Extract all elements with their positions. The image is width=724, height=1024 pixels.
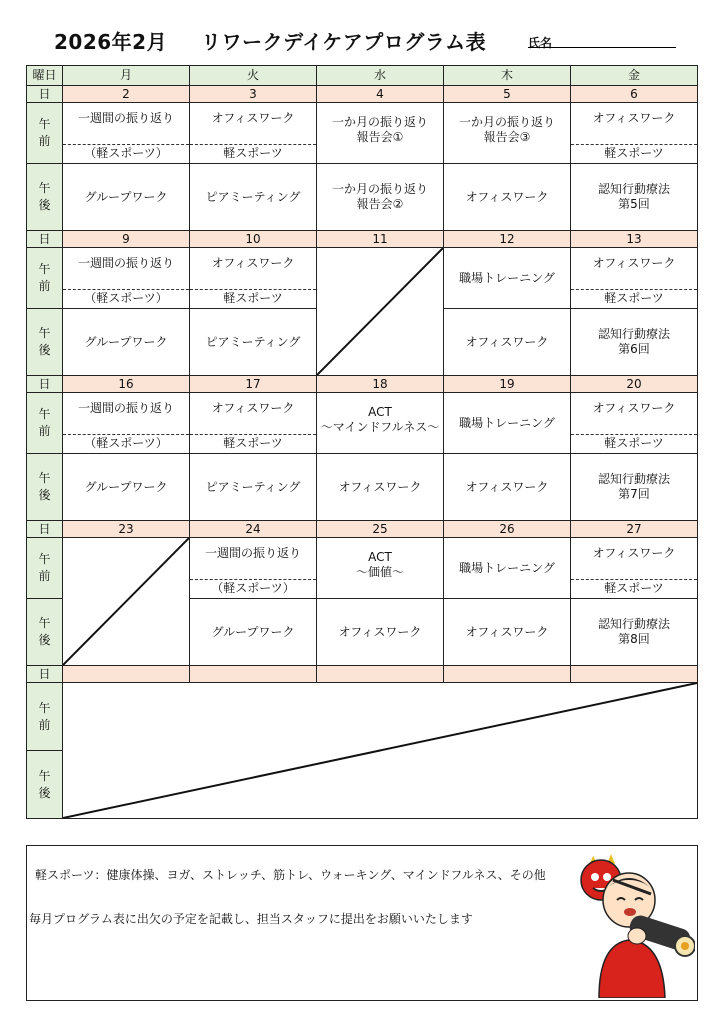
am-label <box>27 103 63 164</box>
weekday-header <box>27 66 698 86</box>
pm-program-cell[interactable] <box>571 599 698 666</box>
weekday-cell: 木 <box>444 66 571 86</box>
light-sports-label: 軽スポーツ <box>190 144 316 161</box>
light-sports-label: （軽スポーツ） <box>63 289 189 306</box>
date-cell: 5 <box>444 86 571 103</box>
light-sports-label: 軽スポーツ <box>571 289 697 306</box>
am-label-text: 午前 <box>38 552 51 583</box>
am-program-cell[interactable] <box>444 248 571 309</box>
am-program-cell[interactable] <box>63 103 190 164</box>
am-slot <box>190 250 316 306</box>
am-row <box>27 683 698 751</box>
light-sports-label: 軽スポーツ <box>190 434 316 451</box>
date-row <box>27 376 698 393</box>
pm-label-text: 午後 <box>38 616 51 647</box>
light-sports-label: （軽スポーツ） <box>63 434 189 451</box>
date-label: 日 <box>27 666 63 683</box>
program-name: オフィスワーク <box>338 624 422 639</box>
program-name: ACT <box>368 550 392 564</box>
date-cell: 10 <box>190 231 317 248</box>
program-name: ピアミーティング <box>205 479 301 494</box>
date-cell: 9 <box>63 231 190 248</box>
program-name: オフィスワーク <box>211 111 295 125</box>
program-name: オフィスワーク <box>211 256 295 270</box>
page-title <box>54 26 486 55</box>
program-name: ACT <box>368 405 392 419</box>
program-name: 一週間の振り返り <box>204 546 301 560</box>
pm-program-cell[interactable] <box>63 164 190 231</box>
date-cell: 2 <box>63 86 190 103</box>
light-sports-label: 軽スポーツ <box>571 144 697 161</box>
am-label <box>27 393 63 454</box>
am-slot <box>190 105 316 161</box>
program-name: オフィスワーク <box>211 401 295 415</box>
date-row <box>27 666 698 683</box>
light-sports-label: 軽スポーツ <box>571 579 697 596</box>
program-subtitle: 第6回 <box>618 342 650 356</box>
date-cell: 27 <box>571 521 698 538</box>
submit-note: 毎月プログラム表に出欠の予定を記載し、担当スタッフに提出をお願いいたします <box>29 912 473 926</box>
date-label: 日 <box>27 86 63 103</box>
program-name: 職場トレーニング <box>459 270 555 285</box>
pm-program-cell[interactable] <box>571 164 698 231</box>
pm-program-cell[interactable] <box>190 164 317 231</box>
program-name: グループワーク <box>211 624 295 639</box>
program-subtitle: 報告会② <box>356 197 404 211</box>
am-program-cell[interactable] <box>63 393 190 454</box>
no-program-cell <box>63 538 190 666</box>
am-program-cell[interactable] <box>571 248 698 309</box>
pm-program-cell[interactable] <box>63 454 190 521</box>
title-month: 2026年2月 <box>54 30 168 54</box>
date-cell: 11 <box>317 231 444 248</box>
date-cell: 6 <box>571 86 698 103</box>
am-label-text: 午前 <box>38 117 51 148</box>
program-name: オフィスワーク <box>465 479 549 494</box>
program-name: オフィスワーク <box>592 401 676 415</box>
program-name: 職場トレーニング <box>459 415 555 430</box>
date-label: 日 <box>27 521 63 538</box>
am-program-cell[interactable] <box>317 393 444 454</box>
program-subtitle: 第7回 <box>618 487 650 501</box>
pm-program-cell[interactable] <box>571 309 698 376</box>
diagonal-line <box>63 683 697 818</box>
am-label <box>27 683 63 751</box>
am-slot <box>190 540 316 596</box>
am-slot <box>571 395 697 451</box>
pm-label <box>27 454 63 521</box>
pm-label <box>27 599 63 666</box>
pm-label <box>27 751 63 819</box>
am-program-cell[interactable] <box>63 248 190 309</box>
am-program-cell[interactable] <box>190 393 317 454</box>
am-program-cell[interactable] <box>571 103 698 164</box>
date-cell: 20 <box>571 376 698 393</box>
program-subtitle: 報告会③ <box>483 130 531 144</box>
am-row <box>27 393 698 454</box>
date-label: 日 <box>27 231 63 248</box>
pm-program-cell[interactable] <box>190 309 317 376</box>
date-cell: 17 <box>190 376 317 393</box>
am-slot <box>63 250 189 306</box>
date-cell <box>444 666 571 683</box>
program-name: グループワーク <box>84 479 168 494</box>
am-program-cell[interactable] <box>571 393 698 454</box>
pm-program-cell[interactable] <box>444 599 571 666</box>
program-subtitle: 報告会① <box>356 130 404 144</box>
date-cell: 4 <box>317 86 444 103</box>
program-name: 一週間の振り返り <box>77 401 174 415</box>
sports-note: 軽スポーツ：健康体操、ヨガ、ストレッチ、筋トレ、ウォーキング、マインドフルネス、その他 <box>35 868 546 882</box>
program-name: 一週間の振り返り <box>77 256 174 270</box>
date-cell <box>317 666 444 683</box>
date-cell <box>571 666 698 683</box>
program-subtitle: ～価値～ <box>355 565 404 579</box>
pm-program-cell[interactable] <box>444 164 571 231</box>
light-sports-label: （軽スポーツ） <box>190 579 316 596</box>
program-name: 一か月の振り返り <box>331 115 428 129</box>
pm-row <box>27 454 698 521</box>
am-slot <box>63 105 189 161</box>
date-cell: 23 <box>63 521 190 538</box>
pm-program-cell[interactable] <box>190 599 317 666</box>
date-cell: 26 <box>444 521 571 538</box>
pm-label-text: 午後 <box>38 326 51 357</box>
pm-program-cell[interactable] <box>444 454 571 521</box>
pm-label-text: 午後 <box>38 181 51 212</box>
pm-program-cell[interactable] <box>317 454 444 521</box>
weekday-cell: 月 <box>63 66 190 86</box>
program-name: オフィスワーク <box>592 546 676 560</box>
program-name: 認知行動療法 <box>597 327 670 341</box>
weekday-cell: 金 <box>571 66 698 86</box>
date-cell <box>190 666 317 683</box>
am-program-cell[interactable] <box>317 103 444 164</box>
program-subtitle: 第5回 <box>618 197 650 211</box>
diagonal-line <box>63 538 189 665</box>
pm-program-cell[interactable] <box>63 309 190 376</box>
am-label <box>27 538 63 599</box>
program-name: 一週間の振り返り <box>77 111 174 125</box>
date-cell: 13 <box>571 231 698 248</box>
program-name: オフィスワーク <box>465 624 549 639</box>
light-sports-label: 軽スポーツ <box>190 289 316 306</box>
pm-program-cell[interactable] <box>190 454 317 521</box>
am-program-cell[interactable] <box>190 538 317 599</box>
am-row <box>27 248 698 309</box>
pm-program-cell[interactable] <box>317 164 444 231</box>
am-program-cell[interactable] <box>317 538 444 599</box>
program-name: オフィスワーク <box>338 479 422 494</box>
pm-label-text: 午後 <box>38 768 51 800</box>
weekday-cell: 火 <box>190 66 317 86</box>
am-program-cell[interactable] <box>190 103 317 164</box>
date-row <box>27 231 698 248</box>
program-name: ピアミーティング <box>205 189 301 204</box>
am-label <box>27 248 63 309</box>
light-sports-label: 軽スポーツ <box>571 434 697 451</box>
program-name: オフィスワーク <box>465 189 549 204</box>
am-slot <box>571 540 697 596</box>
am-program-cell[interactable] <box>444 393 571 454</box>
am-label-text: 午前 <box>38 407 51 438</box>
weekday-label: 曜日 <box>27 66 63 86</box>
pm-program-cell[interactable] <box>571 454 698 521</box>
program-name: 一か月の振り返り <box>458 115 555 129</box>
date-cell: 12 <box>444 231 571 248</box>
diagonal-line <box>317 248 443 375</box>
date-label: 日 <box>27 376 63 393</box>
pm-program-cell[interactable] <box>444 309 571 376</box>
program-name: 認知行動療法 <box>597 182 670 196</box>
notes-box <box>26 845 698 1001</box>
program-name: グループワーク <box>84 334 168 349</box>
pm-label-text: 午後 <box>38 471 51 502</box>
date-row <box>27 521 698 538</box>
date-cell: 24 <box>190 521 317 538</box>
program-name: オフィスワーク <box>465 334 549 349</box>
program-name: 認知行動療法 <box>597 617 670 631</box>
no-program-cell <box>63 683 698 819</box>
pm-label <box>27 164 63 231</box>
am-label-text: 午前 <box>38 262 51 293</box>
light-sports-label: （軽スポーツ） <box>63 144 189 161</box>
program-subtitle: 第8回 <box>618 632 650 646</box>
am-slot <box>571 250 697 306</box>
date-cell: 25 <box>317 521 444 538</box>
pm-row <box>27 164 698 231</box>
program-name: 認知行動療法 <box>597 472 670 486</box>
am-slot <box>63 395 189 451</box>
am-program-cell[interactable] <box>190 248 317 309</box>
date-row <box>27 86 698 103</box>
date-cell: 3 <box>190 86 317 103</box>
date-cell: 16 <box>63 376 190 393</box>
am-slot <box>190 395 316 451</box>
am-row <box>27 103 698 164</box>
am-slot <box>571 105 697 161</box>
program-name: グループワーク <box>84 189 168 204</box>
pm-label <box>27 309 63 376</box>
date-cell <box>63 666 190 683</box>
program-name: オフィスワーク <box>592 111 676 125</box>
no-program-cell <box>317 248 444 376</box>
am-row <box>27 538 698 599</box>
date-cell: 19 <box>444 376 571 393</box>
am-label-text: 午前 <box>38 700 51 732</box>
am-program-cell[interactable] <box>571 538 698 599</box>
pm-program-cell[interactable] <box>317 599 444 666</box>
program-subtitle: ～マインドフルネス～ <box>320 420 440 434</box>
schedule-table <box>26 65 698 819</box>
title-program: リワークデイケアプログラム表 <box>201 30 487 54</box>
date-cell: 18 <box>317 376 444 393</box>
program-name: 職場トレーニング <box>459 560 555 575</box>
program-name: ピアミーティング <box>205 334 301 349</box>
name-label: 氏名 <box>528 36 553 50</box>
am-program-cell[interactable] <box>444 103 571 164</box>
am-program-cell[interactable] <box>444 538 571 599</box>
weekday-cell: 水 <box>317 66 444 86</box>
name-field[interactable] <box>528 47 676 48</box>
program-name: 一か月の振り返り <box>331 182 428 196</box>
program-name: オフィスワーク <box>592 256 676 270</box>
oni-illustration <box>555 850 695 998</box>
